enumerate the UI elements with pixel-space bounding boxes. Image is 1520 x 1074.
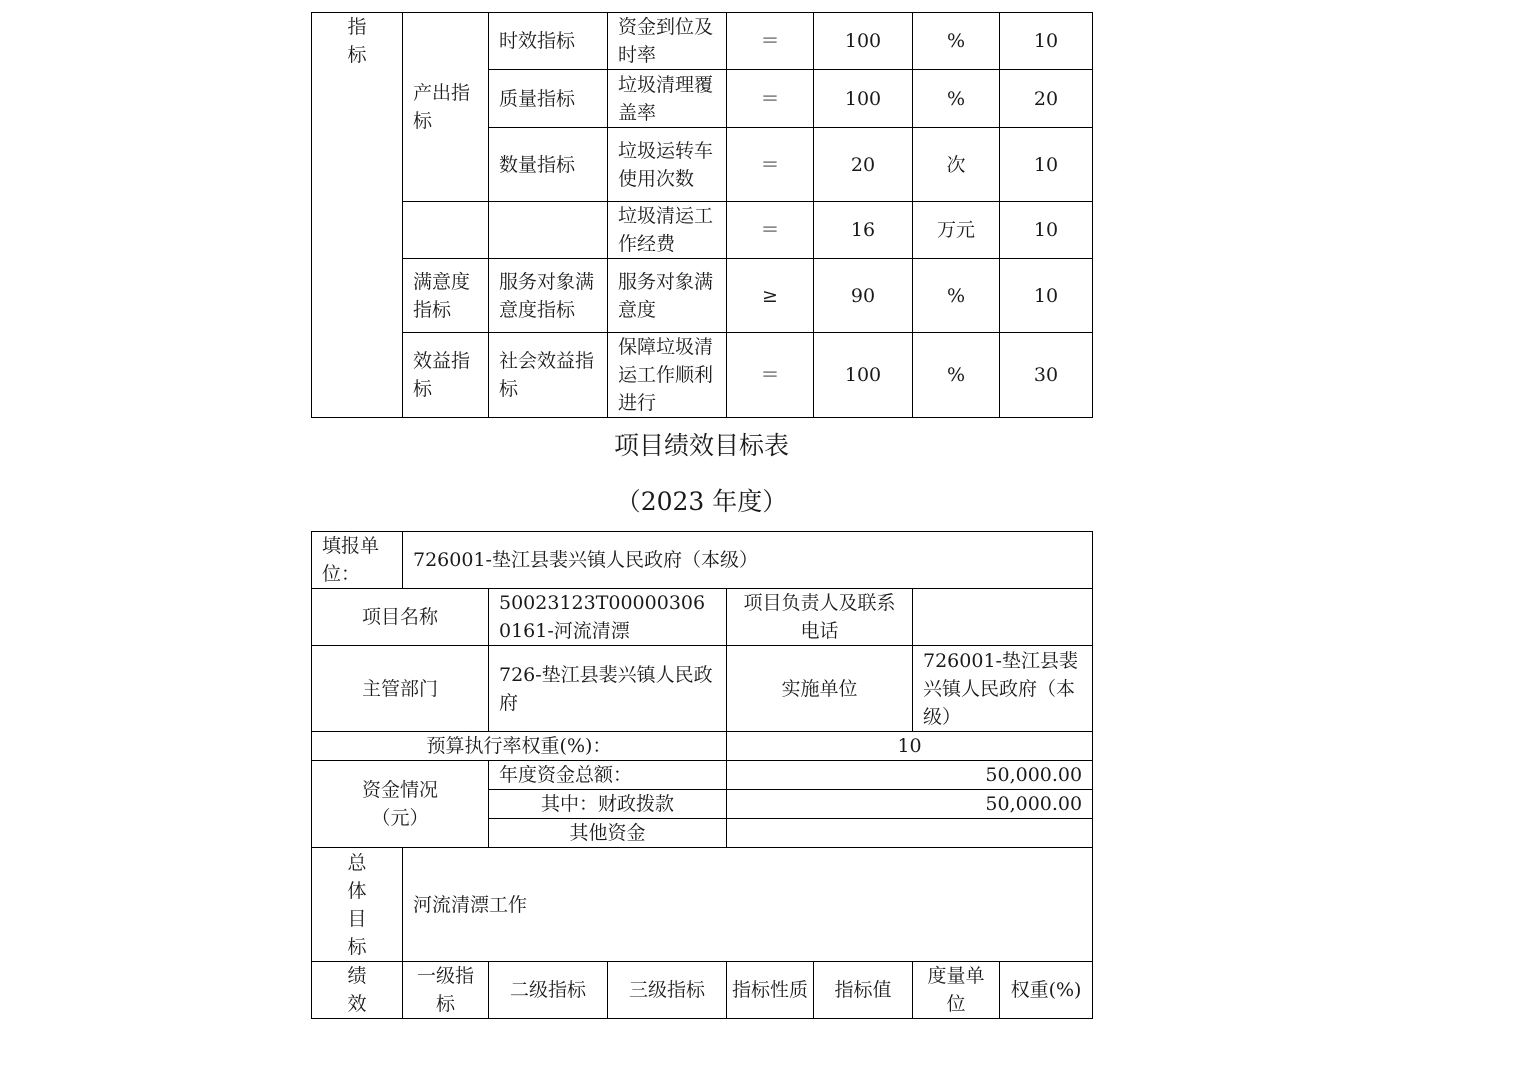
col-header-value: 指标值 [814,962,913,1019]
indicator-table-continued [311,12,1093,418]
unit-cell: 次 [913,128,1000,202]
group-output: 产出指标 [403,13,489,202]
level2-cell [489,202,608,259]
col-header-level1: 一级指标 [403,962,489,1019]
budget-weight-value: 10 [727,732,1093,761]
weight-cell: 10 [1000,202,1093,259]
funds-fiscal-label: 其中：财政拨款 [489,790,727,819]
col-header-nature: 指标性质 [727,962,814,1019]
group-empty [403,202,489,259]
funds-other-label: 其他资金 [489,819,727,848]
project-contact-label: 项目负责人及联系电话 [727,589,913,646]
level3-cell: 垃圾清理覆盖率 [608,70,727,128]
funds-fiscal-value: 50,000.00 [727,790,1093,819]
funds-total-label: 年度资金总额： [489,761,727,790]
funds-other-value [727,819,1093,848]
unit-cell: % [913,259,1000,333]
operator-cell: ＝ [727,128,814,202]
operator-cell: ≥ [727,259,814,333]
weight-cell: 30 [1000,333,1093,418]
group-benefit: 效益指标 [403,333,489,418]
weight-cell: 10 [1000,13,1093,70]
operator-cell: ＝ [727,333,814,418]
value-cell: 100 [814,333,913,418]
value-cell: 90 [814,259,913,333]
col-header-weight: 权重(%) [1000,962,1093,1019]
level2-cell: 数量指标 [489,128,608,202]
unit-cell: % [913,333,1000,418]
performance-label: 绩效 [312,962,403,1019]
project-name-label: 项目名称 [312,589,489,646]
page-subtitle-year: （2023 年度） [615,487,788,516]
overall-goal-label: 总体目标 [312,848,403,962]
weight-cell: 20 [1000,70,1093,128]
level3-cell: 资金到位及时率 [608,13,727,70]
level3-cell: 保障垃圾清运工作顺利进行 [608,333,727,418]
indicator-column-label: 指标 [312,13,403,418]
level2-cell: 时效指标 [489,13,608,70]
value-cell: 100 [814,13,913,70]
overall-goal-value: 河流清漂工作 [403,848,1093,962]
funds-label: 资金情况（元） [312,761,489,848]
value-cell: 16 [814,202,913,259]
operator-cell: ＝ [727,13,814,70]
department-label: 主管部门 [312,646,489,732]
weight-cell: 10 [1000,259,1093,333]
unit-cell: 万元 [913,202,1000,259]
project-name-value: 50023123T000003060161-河流清漂 [489,589,727,646]
col-header-level3: 三级指标 [608,962,727,1019]
level2-cell: 质量指标 [489,70,608,128]
reporting-unit-label: 填报单位： [312,532,403,589]
performance-target-table [311,531,1093,1019]
level2-cell: 服务对象满意度指标 [489,259,608,333]
unit-cell: % [913,70,1000,128]
implementing-unit-value: 726001-垫江县裴兴镇人民政府（本级） [913,646,1093,732]
implementing-unit-label: 实施单位 [727,646,913,732]
budget-weight-label: 预算执行率权重(%)： [312,732,727,761]
operator-cell: ＝ [727,70,814,128]
unit-cell: % [913,13,1000,70]
operator-cell: ＝ [727,202,814,259]
level3-cell: 垃圾清运工作经费 [608,202,727,259]
department-value: 726-垫江县裴兴镇人民政府 [489,646,727,732]
col-header-level2: 二级指标 [489,962,608,1019]
weight-cell: 10 [1000,128,1093,202]
col-header-unit: 度量单位 [913,962,1000,1019]
value-cell: 20 [814,128,913,202]
group-satisfaction: 满意度指标 [403,259,489,333]
page-title: 项目绩效目标表 [613,431,789,460]
level2-cell: 社会效益指标 [489,333,608,418]
level3-cell: 服务对象满意度 [608,259,727,333]
project-contact-value [913,589,1093,646]
reporting-unit-value: 726001-垫江县裴兴镇人民政府（本级） [403,532,1093,589]
funds-total-value: 50,000.00 [727,761,1093,790]
value-cell: 100 [814,70,913,128]
level3-cell: 垃圾运转车使用次数 [608,128,727,202]
